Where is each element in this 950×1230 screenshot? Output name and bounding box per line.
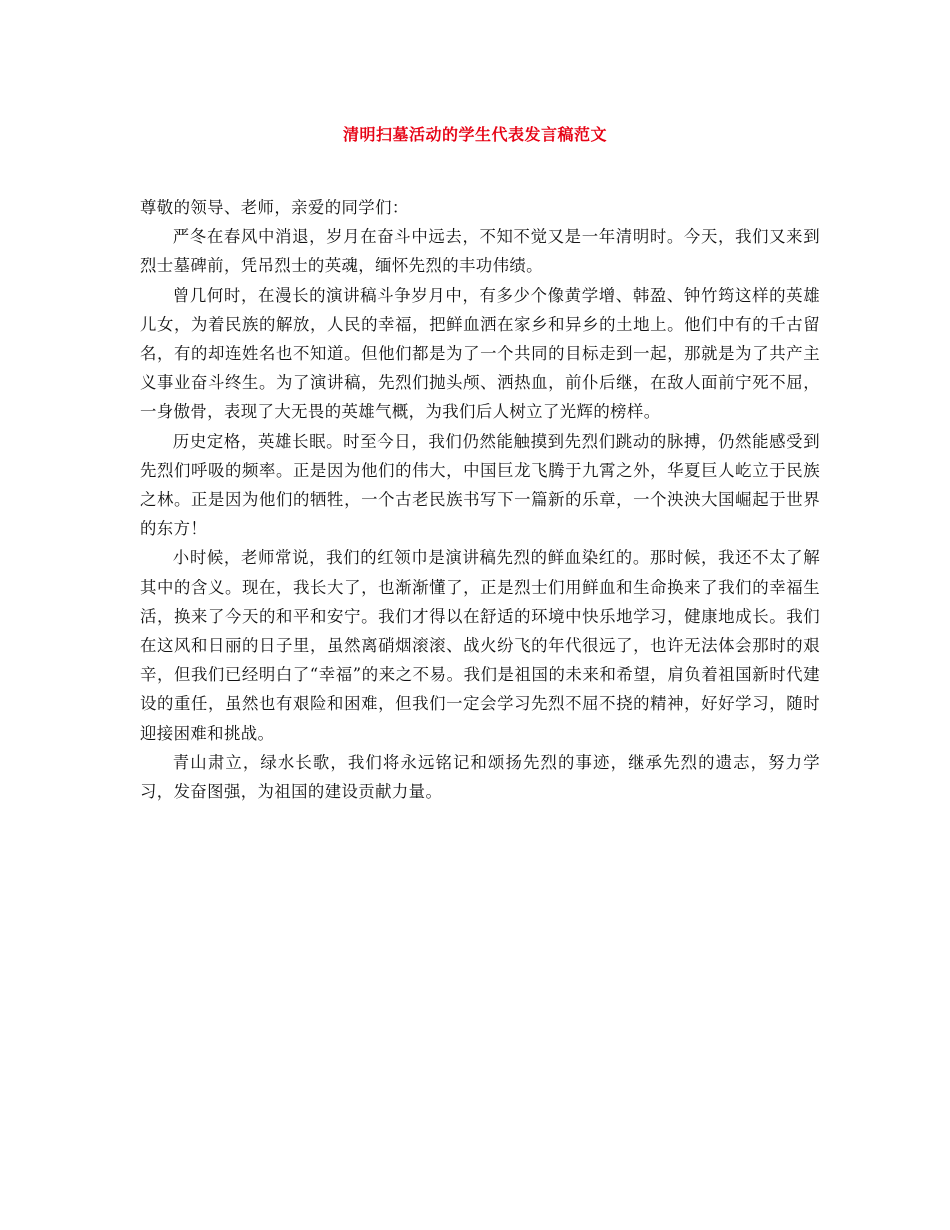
paragraph-4: 小时候，老师常说，我们的红领巾是演讲稿先烈的鲜血染红的。那时候，我还不太了解其中的含义。现在，我长大了，也渐渐懂了，正是烈士们用鲜血和生命换来了我们的幸福生活，换来了今天的和平和安宁。我们才得以在舒适的环境中快乐地学习，健康地成长。我们在这风和日丽的日子里，虽然离硝烟滚滚、战火纷飞的年代很远了，也许无法体会那时的艰辛，但我们已经明白了“幸福”的来之不易。我们是祖国的未来和希望，肩负着祖国新时代建设的重任，虽然也有艰险和困难，但我们一定会学习先烈不屈不挠的精神，好好学习，随时迎接困难和挑战。 bbox=[140, 548, 820, 743]
document-title: 清明扫墓活动的学生代表发言稿范文 bbox=[342, 125, 607, 144]
paragraph-2: 曾几何时，在漫长的演讲稿斗争岁月中，有多少个像黄学增、韩盈、钟竹筠这样的英雄儿女，为着民族的解放，人民的幸福，把鲜血洒在家乡和异乡的土地上。他们中有的千古留名，有的却连姓名也不知道。但他们都是为了一个共同的目标走到一起，那就是为了共产主义事业奋斗终生。为了演讲稿，先烈们抛头颅、洒热血，前仆后继，在敌人面前宁死不屈，一身傲骨，表现了大无畏的英雄气概，为我们后人树立了光辉的榜样。 bbox=[140, 285, 820, 422]
paragraph-5: 青山肃立，绿水长歌，我们将永远铭记和颂扬先烈的事迹，继承先烈的遗志，努力学习，发奋图强，为祖国的建设贡献力量。 bbox=[140, 752, 820, 802]
salutation: 尊敬的领导、老师，亲爱的同学们： bbox=[140, 198, 409, 217]
document-body bbox=[140, 193, 820, 806]
paragraph-3: 历史定格，英雄长眠。时至今日，我们仍然能触摸到先烈们跳动的脉搏，仍然能感受到先烈们呼吸的频率。正是因为他们的伟大，中国巨龙飞腾于九霄之外，华夏巨人屹立于民族之林。正是因为他们的牺牲，一个古老民族书写下一篇新的乐章，一个泱泱大国崛起于世界的东方！ bbox=[140, 431, 820, 539]
paragraph-1: 严冬在春风中消退，岁月在奋斗中远去，不知不觉又是一年清明时。今天，我们又来到烈士墓碑前，凭吊烈士的英魂，缅怀先烈的丰功伟绩。 bbox=[140, 227, 820, 276]
